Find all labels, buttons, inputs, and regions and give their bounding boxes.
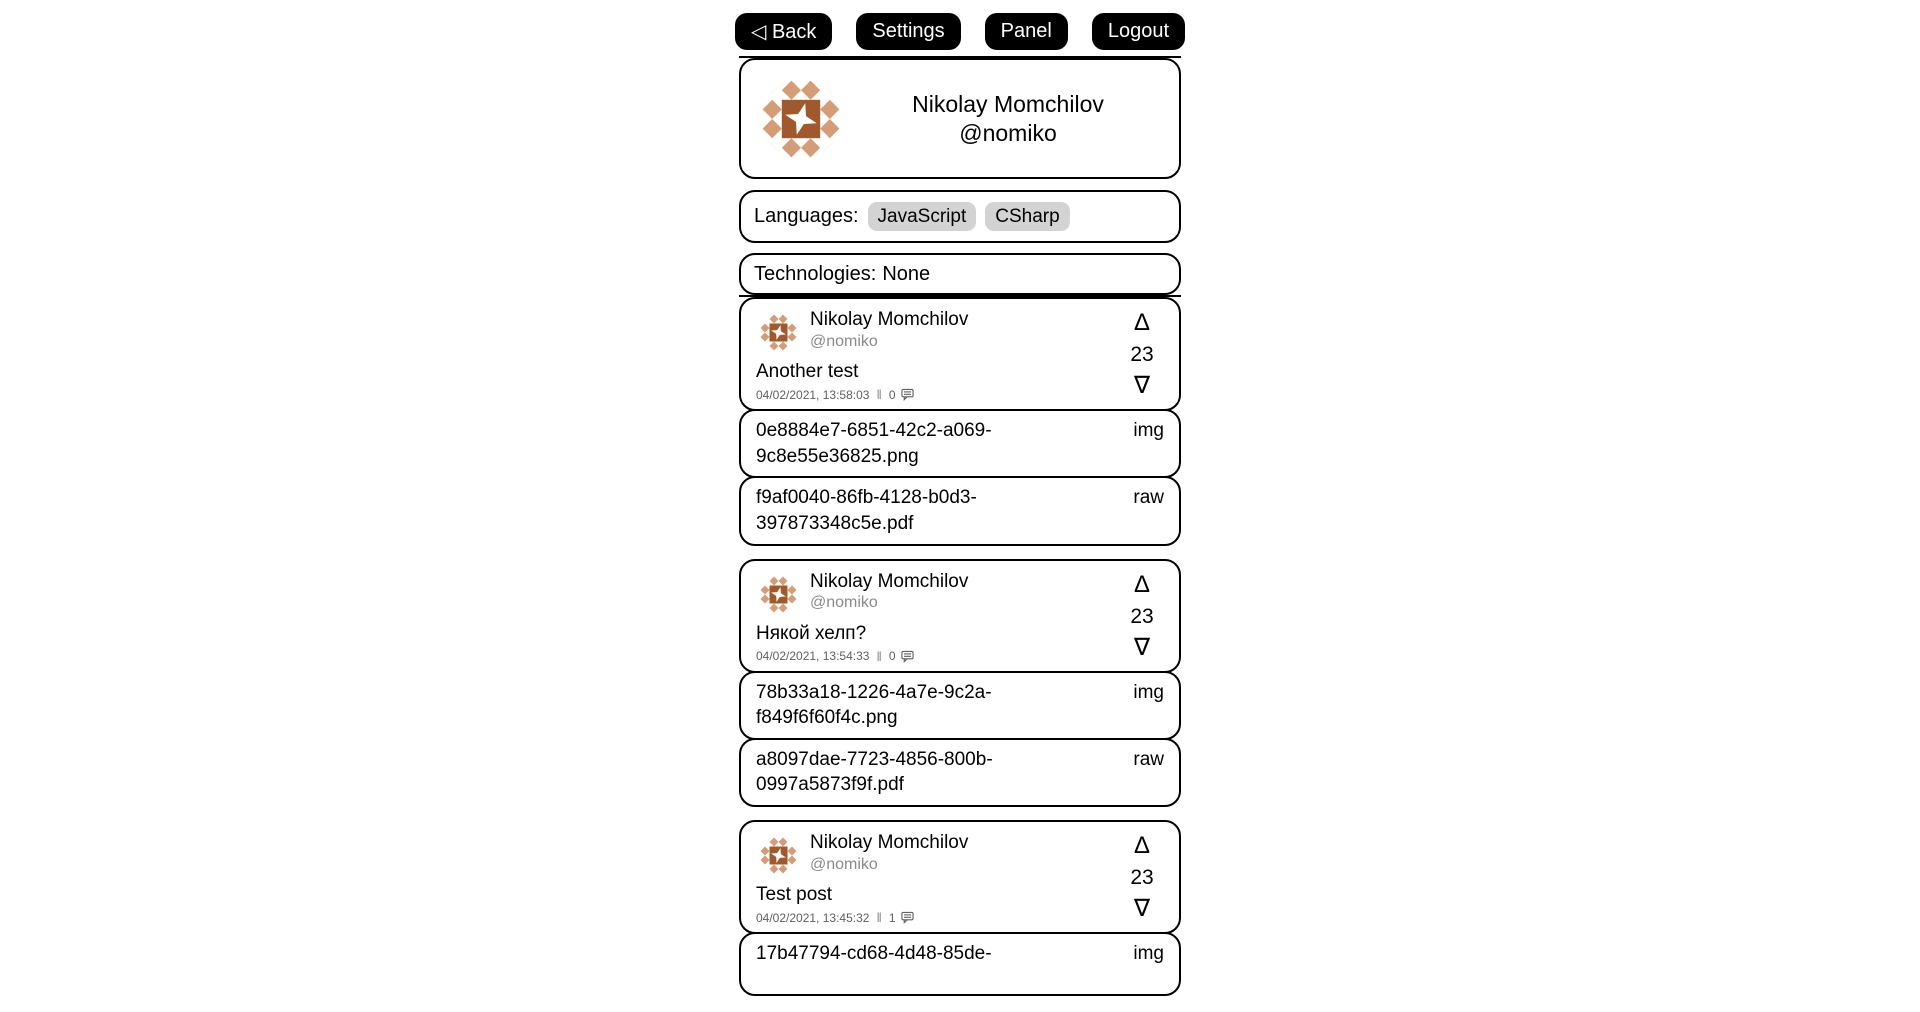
upvote-icon[interactable]: ∆ xyxy=(1134,832,1150,860)
languages-label: Languages: xyxy=(754,205,859,227)
post-card[interactable] xyxy=(739,820,1181,934)
attachment-list xyxy=(739,671,1181,808)
panel-button[interactable]: Panel xyxy=(985,13,1068,50)
comment-icon xyxy=(901,650,914,663)
post-author-avatar xyxy=(756,572,801,617)
settings-button[interactable]: Settings xyxy=(856,13,960,50)
comment-count: 1 xyxy=(888,910,896,925)
technologies-card xyxy=(739,253,1181,295)
post-author-name: Nikolay Momchilov xyxy=(810,570,969,592)
vote-count: 23 xyxy=(1130,343,1154,366)
attachment-filename: a8097dae-7723-4856-800b-0997a5873f9f.pdf xyxy=(756,748,993,796)
post-timestamp: 04/02/2021, 13:45:32 xyxy=(756,910,870,925)
post-author-avatar xyxy=(756,833,801,878)
attachment-type-badge: img xyxy=(1133,681,1164,703)
post-title: Някой хелп? xyxy=(756,622,867,644)
attachment-filename: f9af0040-86fb-4128-b0d3-397873348c5e.pdf xyxy=(756,487,977,534)
post-main xyxy=(756,308,1119,402)
attachment-list xyxy=(739,409,1181,546)
comment-icon xyxy=(901,911,914,924)
post-list xyxy=(739,297,1181,996)
attachment-type-badge: raw xyxy=(1133,487,1164,509)
profile-avatar xyxy=(753,71,849,167)
post-meta xyxy=(756,649,1119,664)
post-card[interactable] xyxy=(739,559,1181,673)
attachment-row[interactable] xyxy=(739,671,1181,740)
attachment-type-badge: img xyxy=(1133,943,1164,965)
attachment-filename: 0e8884e7-6851-42c2-a069-9c8e55e36825.png xyxy=(756,420,992,467)
post xyxy=(739,820,1181,996)
post-author xyxy=(810,570,968,613)
back-button[interactable]: ◁ Back xyxy=(735,13,832,50)
meta-separator: ‖ xyxy=(876,648,882,664)
post-main xyxy=(756,831,1119,925)
language-badge-list xyxy=(868,202,1070,231)
post-author-handle: @nomiko xyxy=(810,594,878,612)
attachment-row[interactable] xyxy=(739,932,1181,996)
attachment-row[interactable] xyxy=(739,476,1181,545)
profile-page xyxy=(739,0,1181,996)
downvote-icon[interactable]: ∇ xyxy=(1133,372,1151,399)
post-header xyxy=(756,831,1119,878)
vote-column xyxy=(1119,308,1171,402)
top-nav xyxy=(739,13,1181,50)
post-author-name: Nikolay Momchilov xyxy=(810,309,969,330)
comment-count: 0 xyxy=(888,387,896,402)
profile-card xyxy=(739,58,1181,179)
post xyxy=(739,559,1181,808)
attachment-row[interactable] xyxy=(739,738,1181,807)
post-header xyxy=(756,570,1119,617)
profile-handle: @nomiko xyxy=(959,119,1057,146)
language-badge: JavaScript xyxy=(868,202,977,231)
meta-separator: ‖ xyxy=(876,387,882,402)
post-title: Another test xyxy=(756,361,859,382)
upvote-icon[interactable]: ∆ xyxy=(1134,570,1150,598)
downvote-icon[interactable]: ∇ xyxy=(1133,633,1151,661)
downvote-icon[interactable]: ∇ xyxy=(1133,895,1151,923)
vote-count: 23 xyxy=(1130,604,1154,628)
vote-column xyxy=(1119,570,1171,664)
post-author-handle: @nomiko xyxy=(810,332,878,350)
post-author-avatar xyxy=(756,310,801,355)
attachment-list xyxy=(739,932,1181,996)
post-timestamp: 04/02/2021, 13:54:33 xyxy=(756,649,870,664)
language-badge: CSharp xyxy=(985,202,1069,231)
post-author-name: Nikolay Momchilov xyxy=(810,832,969,854)
post-title: Test post xyxy=(756,884,833,906)
technologies-label: Technologies: xyxy=(754,262,877,285)
vote-count: 23 xyxy=(1130,866,1154,890)
post-meta xyxy=(756,910,1119,925)
languages-card xyxy=(739,190,1181,243)
attachment-row[interactable] xyxy=(739,409,1181,478)
technologies-value: None xyxy=(882,262,931,285)
vote-column xyxy=(1119,831,1171,925)
post-author xyxy=(810,831,968,874)
post-meta xyxy=(756,387,1119,402)
post-header xyxy=(756,308,1119,355)
upvote-icon[interactable]: ∆ xyxy=(1134,309,1150,336)
post-author-handle: @nomiko xyxy=(810,855,878,873)
post xyxy=(739,297,1181,546)
post-card[interactable] xyxy=(739,297,1181,411)
attachment-type-badge: raw xyxy=(1133,748,1164,770)
attachment-filename: 17b47794-cd68-4d48-85de- xyxy=(756,943,992,965)
comment-count: 0 xyxy=(888,649,896,664)
comment-icon xyxy=(901,388,914,401)
profile-name: Nikolay Momchilov xyxy=(912,90,1104,117)
meta-separator: ‖ xyxy=(876,910,882,926)
attachment-filename: 78b33a18-1226-4a7e-9c2a-f849f6f60f4c.png xyxy=(756,681,992,729)
post-author xyxy=(810,308,968,351)
attachment-type-badge: img xyxy=(1133,420,1164,441)
post-timestamp: 04/02/2021, 13:58:03 xyxy=(756,387,870,402)
logout-button[interactable]: Logout xyxy=(1092,13,1185,50)
profile-names xyxy=(849,90,1167,148)
post-main xyxy=(756,570,1119,664)
